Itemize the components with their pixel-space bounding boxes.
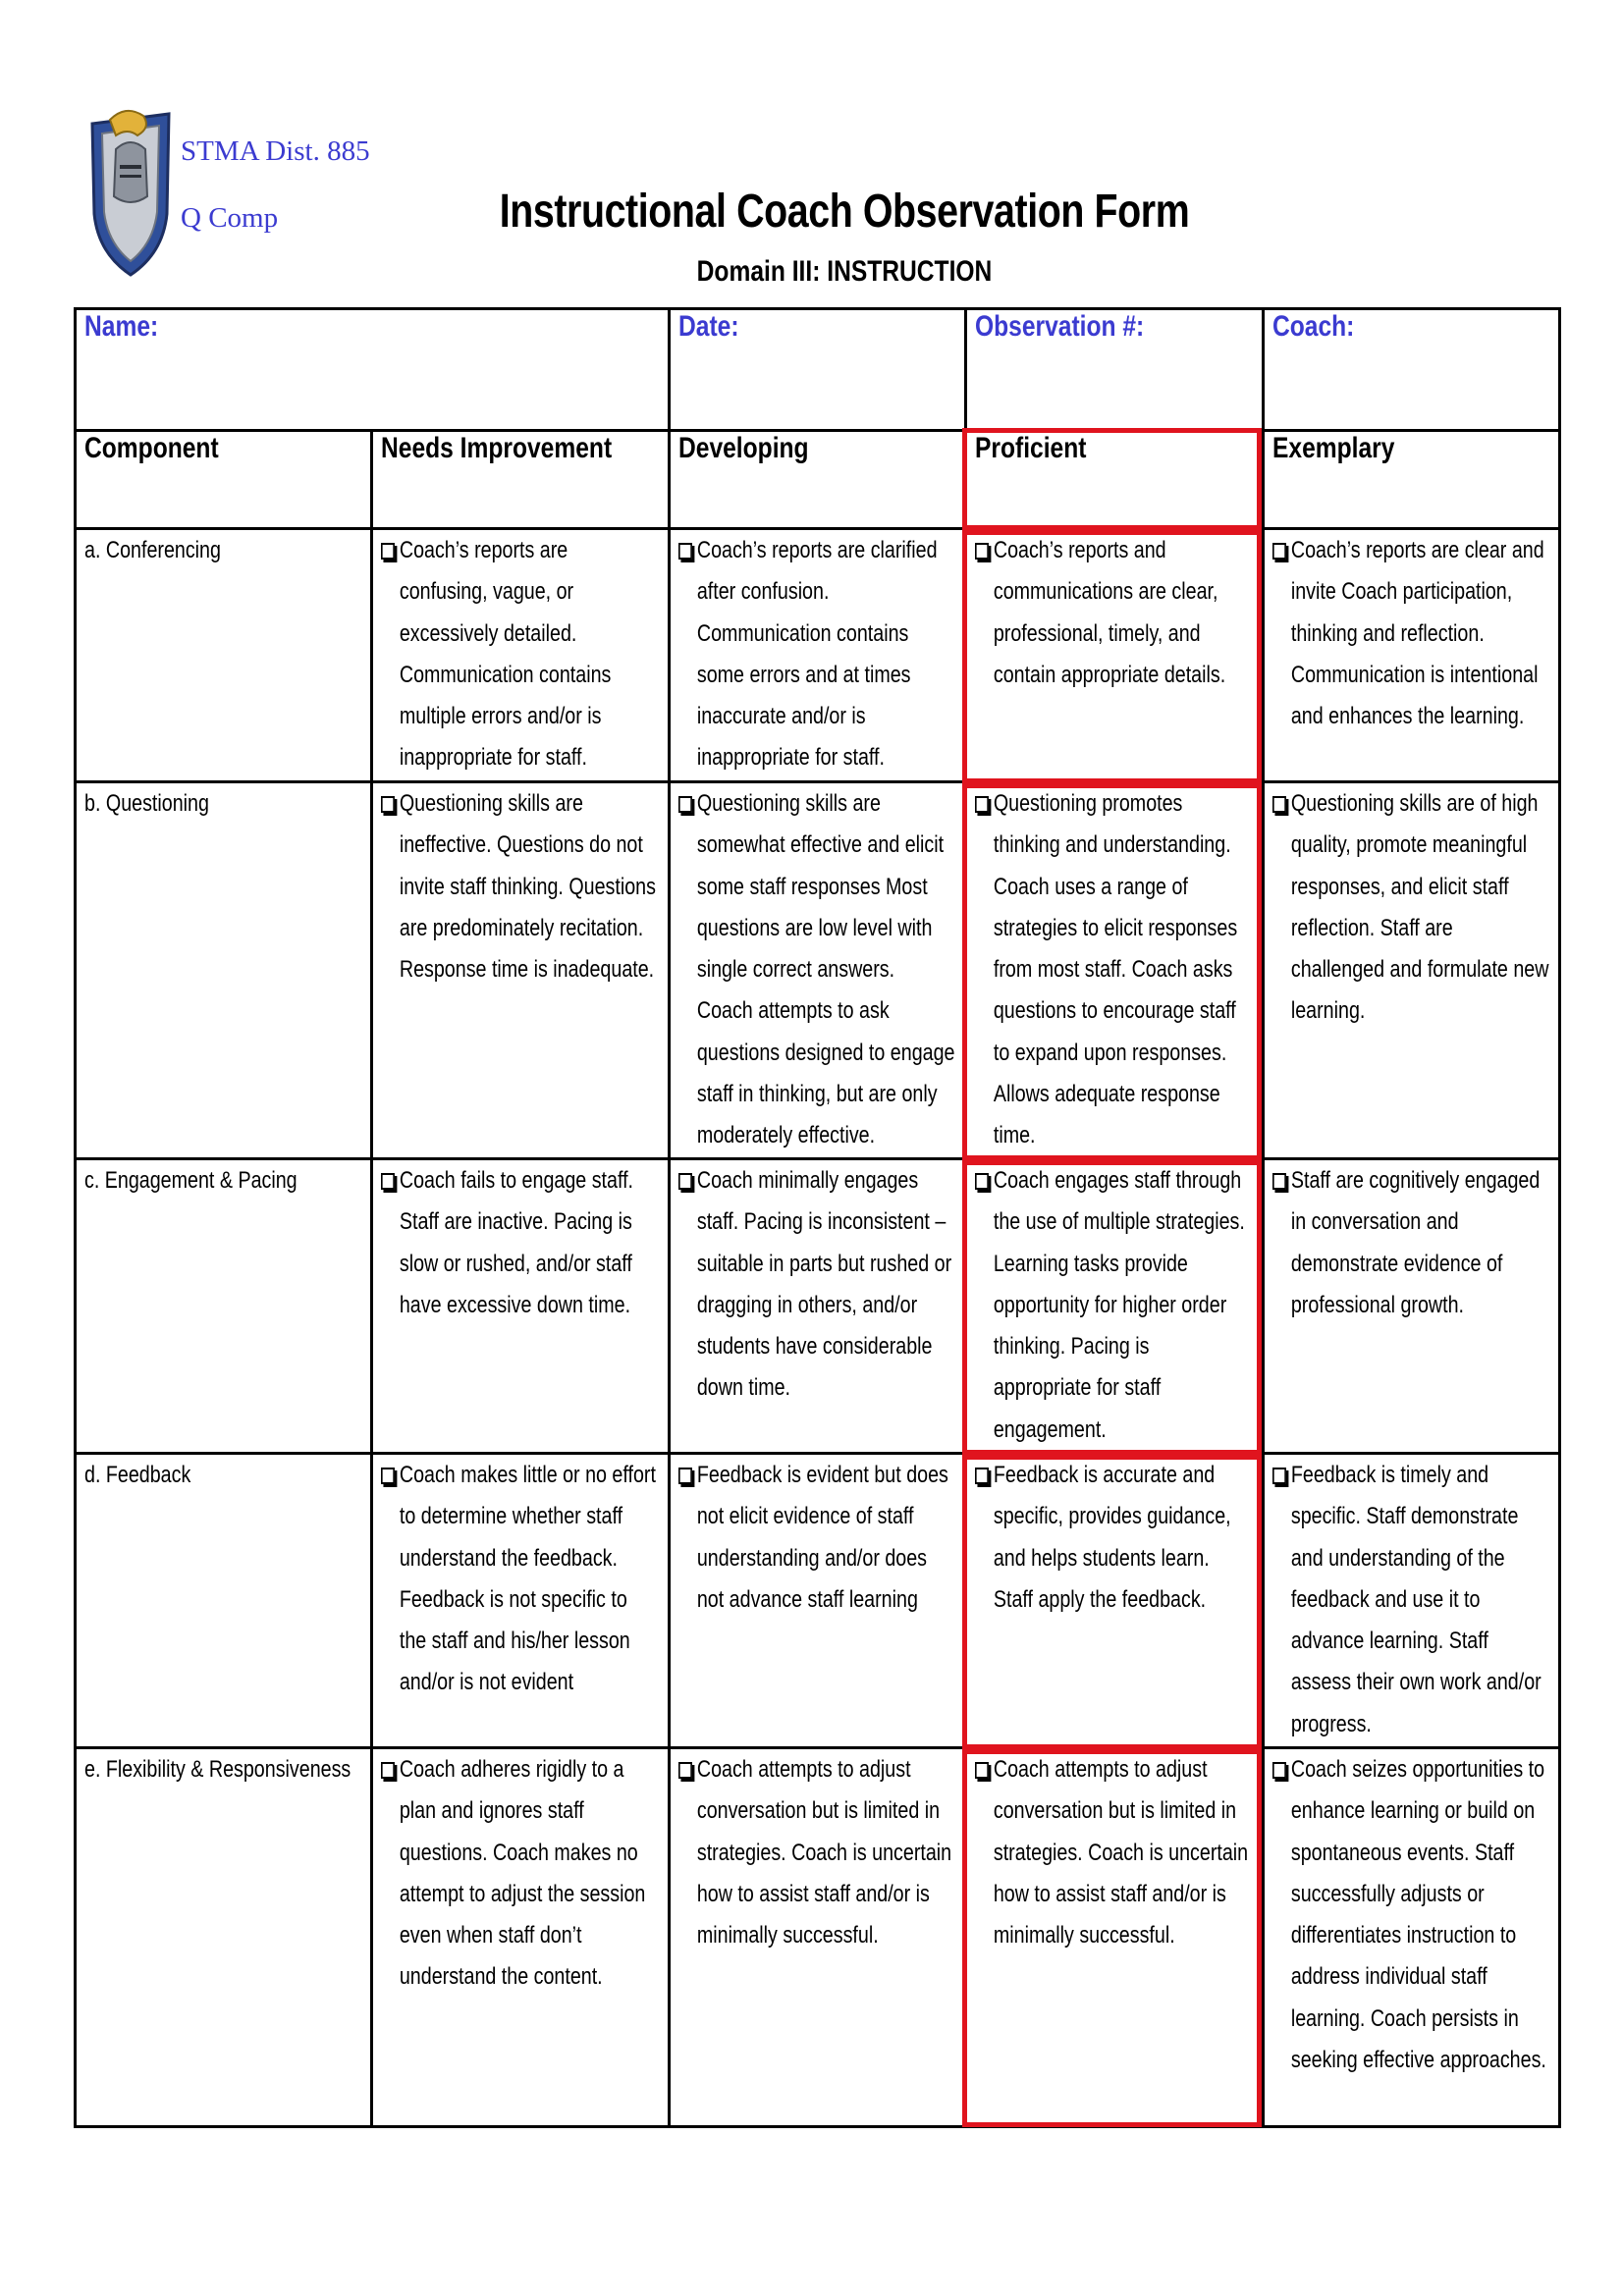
table-row — [76, 1454, 1560, 1748]
exemplary-cell: Questioning skills are of high quality, promote meaningful responses, and elicit staff reflection. Staff are challenged and formulate new learning. — [1263, 782, 1559, 1159]
checkbox[interactable] — [1272, 796, 1286, 813]
form-subtitle: Domain III: INSTRUCTION — [696, 255, 993, 288]
checkbox[interactable] — [678, 543, 692, 560]
checkbox[interactable] — [975, 1173, 989, 1190]
checkbox[interactable] — [678, 1173, 692, 1190]
coach-field[interactable] — [1263, 309, 1559, 431]
col-header-component: Component — [76, 431, 372, 529]
checkbox[interactable] — [381, 1468, 395, 1484]
table-row — [76, 1159, 1560, 1454]
needs-improvement-cell: Coach makes little or no effort to determine whether staff understand the feedback. Feedback is not specific to the staff and his/her lesson and/or is not evident — [372, 1454, 669, 1748]
checkbox[interactable] — [1272, 1173, 1286, 1190]
name-field[interactable] — [76, 309, 670, 431]
checkbox[interactable] — [381, 543, 395, 560]
developing-cell: Coach attempts to adjust conversation but is limited in strategies. Coach is uncertain how to assist staff and/or is minimally successful. — [669, 1748, 965, 2127]
coach-label: Coach: — [1271, 310, 1354, 343]
developing-cell: Questioning skills are somewhat effective and elicit some staff responses Most questions are low level with single correct answers. Coach attempts to ask questions designed to engage staff in thinking, but are only moderately effective. — [669, 782, 965, 1159]
proficient-cell: Coach engages staff through the use of multiple strategies. Learning tasks provide opportunity for higher order thinking. Pacing is appropriate for staff engagement. — [966, 1159, 1263, 1454]
checkbox[interactable] — [975, 1762, 989, 1779]
needs-improvement-cell: Coach adheres rigidly to a plan and ignores staff questions. Coach makes no attempt to adjust the session even when staff don’t understand the content. — [372, 1748, 669, 2127]
form-title: Instructional Coach Observation Form — [499, 186, 1190, 238]
checkbox[interactable] — [975, 1468, 989, 1484]
checkbox[interactable] — [975, 543, 989, 560]
table-row — [76, 529, 1560, 782]
checkbox[interactable] — [1272, 1468, 1286, 1484]
checkbox[interactable] — [381, 796, 395, 813]
developing-cell: Coach’s reports are clarified after confusion. Communication contains some errors and at times inaccurate and/or is inappropriate for staff. — [669, 529, 965, 782]
checkbox[interactable] — [975, 796, 989, 813]
checkbox[interactable] — [381, 1173, 395, 1190]
col-header-needs-improvement: Needs Improvement — [372, 431, 669, 529]
exemplary-cell: Coach seizes opportunities to enhance learning or build on spontaneous events. Staff successfully adjusts or differentiates instruction to address individual staff learning. Coach persists in seeking effective approaches. — [1263, 1748, 1559, 2127]
checkbox[interactable] — [381, 1762, 395, 1779]
date-label: Date: — [677, 310, 739, 343]
col-header-developing: Developing — [669, 431, 965, 529]
needs-improvement-cell: Questioning skills are ineffective. Questions do not invite staff thinking. Questions are predominately recitation. Response time is inadequate. — [372, 782, 669, 1159]
proficient-cell: Coach attempts to adjust conversation but is limited in strategies. Coach is uncertain how to assist staff and/or is minimally successful. — [966, 1748, 1263, 2127]
needs-improvement-cell: Coach’s reports are confusing, vague, or excessively detailed. Communication contains multiple errors and/or is inappropriate for staff. — [372, 529, 669, 782]
date-field[interactable] — [669, 309, 965, 431]
proficient-cell: Questioning promotes thinking and understanding. Coach uses a range of strategies to elicit responses from most staff. Coach asks questions to encourage staff to expand upon responses. Allows adequate response time. — [966, 782, 1263, 1159]
component-cell: b. Questioning — [76, 782, 372, 1159]
col-header-exemplary: Exemplary — [1263, 431, 1559, 529]
developing-cell: Coach minimally engages staff. Pacing is inconsistent – suitable in parts but rushed or dragging in others, and/or students have considerable down time. — [669, 1159, 965, 1454]
org-name: STMA Dist. 885 — [181, 135, 370, 167]
table-row — [76, 782, 1560, 1159]
needs-improvement-cell: Coach fails to engage staff. Staff are inactive. Pacing is slow or rushed, and/or staff have excessive down time. — [372, 1159, 669, 1454]
observation-number-field[interactable] — [966, 309, 1263, 431]
proficient-cell: Feedback is accurate and specific, provides guidance, and helps students learn. Staff apply the feedback. — [966, 1454, 1263, 1748]
table-row — [76, 1748, 1560, 2127]
column-header-row — [76, 431, 1560, 529]
checkbox[interactable] — [1272, 543, 1286, 560]
checkbox[interactable] — [678, 1762, 692, 1779]
component-cell: c. Engagement & Pacing — [76, 1159, 372, 1454]
component-cell: e. Flexibility & Responsiveness — [76, 1748, 372, 2127]
observation-rubric-table — [74, 307, 1561, 2128]
checkbox[interactable] — [678, 1468, 692, 1484]
org-subtitle: Q Comp — [181, 202, 279, 234]
checkbox[interactable] — [1272, 1762, 1286, 1779]
checkbox[interactable] — [678, 796, 692, 813]
exemplary-cell: Feedback is timely and specific. Staff demonstrate and understanding of the feedback and use it to advance learning. Staff assess their own work and/or progress. — [1263, 1454, 1559, 1748]
info-fields-row — [76, 309, 1560, 431]
component-cell: d. Feedback — [76, 1454, 372, 1748]
component-cell: a. Conferencing — [76, 529, 372, 782]
developing-cell: Feedback is evident but does not elicit evidence of staff understanding and/or does not advance staff learning — [669, 1454, 965, 1748]
observation-number-label: Observation #: — [975, 310, 1145, 343]
proficient-cell: Coach’s reports and communications are clear, professional, timely, and contain appropriate details. — [966, 529, 1263, 782]
exemplary-cell: Coach’s reports are clear and invite Coach participation, thinking and reflection. Communication is intentional and enhances the learning. — [1263, 529, 1559, 782]
name-label: Name: — [84, 310, 159, 343]
exemplary-cell: Staff are cognitively engaged in conversation and demonstrate evidence of professional growth. — [1263, 1159, 1559, 1454]
col-header-proficient: Proficient — [966, 431, 1263, 529]
